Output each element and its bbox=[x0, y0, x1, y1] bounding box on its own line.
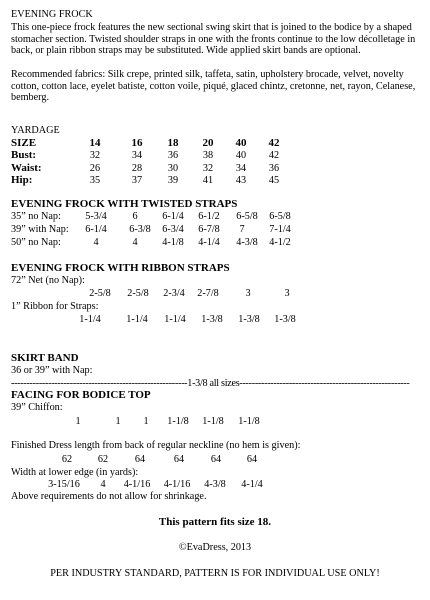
cell: 4 bbox=[93, 237, 99, 248]
cell: 64 bbox=[173, 454, 185, 465]
cell: 7 bbox=[239, 224, 245, 235]
cell: 1 bbox=[143, 416, 149, 427]
cell: 38 bbox=[202, 150, 214, 161]
cell: 4-1/2 bbox=[269, 237, 291, 248]
cell: 6 bbox=[132, 211, 138, 222]
ribbon-label: 1” Ribbon for Straps: bbox=[11, 301, 99, 312]
twisted-straps-heading: EVENING FROCK WITH TWISTED STRAPS bbox=[11, 198, 238, 210]
cell: 4-3/8 bbox=[204, 479, 226, 490]
cell: 2-3/4 bbox=[163, 288, 185, 299]
shrinkage-note: Above requirements do not allow for shrinkage. bbox=[11, 491, 207, 502]
cell: 64 bbox=[134, 454, 146, 465]
cell: 40 bbox=[235, 137, 247, 149]
cell: 1-3/8 bbox=[274, 314, 296, 325]
cell: 6-1/2 bbox=[198, 211, 220, 222]
copyright: ©EvaDress, 2013 bbox=[178, 542, 252, 553]
cell: 4-1/8 bbox=[162, 237, 184, 248]
cell: 1-1/4 bbox=[164, 314, 186, 325]
cell: 36 bbox=[167, 150, 179, 161]
cell: 4 bbox=[132, 237, 138, 248]
cell: 6-7/8 bbox=[198, 224, 220, 235]
cell: 26 bbox=[89, 163, 101, 174]
cell: 4-1/4 bbox=[198, 237, 220, 248]
facing-heading: FACING FOR BODICE TOP bbox=[11, 389, 151, 401]
cell: 1-3/8 bbox=[238, 314, 260, 325]
cell: 2-7/8 bbox=[197, 288, 219, 299]
cell: 36 bbox=[268, 163, 280, 174]
cell: 32 bbox=[89, 150, 101, 161]
cell: 3 bbox=[284, 288, 290, 299]
ribbon-straps-heading: EVENING FROCK WITH RIBBON STRAPS bbox=[11, 262, 230, 274]
skirt-band-heading: SKIRT BAND bbox=[11, 352, 79, 364]
cell: 5-3/4 bbox=[85, 211, 107, 222]
cell: 64 bbox=[210, 454, 222, 465]
cell: 43 bbox=[235, 175, 247, 186]
cell: 34 bbox=[131, 150, 143, 161]
cell: 20 bbox=[202, 137, 214, 149]
finished-length-label: Finished Dress length from back of regular neckline (no hem is given): bbox=[11, 440, 301, 451]
cell: 1-1/8 bbox=[202, 416, 224, 427]
cell: 30 bbox=[167, 163, 179, 174]
cell: 6-3/8 bbox=[129, 224, 151, 235]
cell: 42 bbox=[268, 150, 280, 161]
cell: 18 bbox=[167, 137, 179, 149]
yardage-heading: YARDAGE bbox=[11, 125, 60, 136]
cell: 1-1/8 bbox=[167, 416, 189, 427]
cell: 1 bbox=[75, 416, 81, 427]
cell: 6-1/4 bbox=[85, 224, 107, 235]
cell: 1-1/4 bbox=[79, 314, 101, 325]
cell: 64 bbox=[246, 454, 258, 465]
cell: 37 bbox=[131, 175, 143, 186]
cell: 2-5/8 bbox=[89, 288, 111, 299]
cell: 6-5/8 bbox=[269, 211, 291, 222]
cell: 1-3/8 bbox=[201, 314, 223, 325]
cell: 35 bbox=[89, 175, 101, 186]
cell: 62 bbox=[61, 454, 73, 465]
cell: 2-5/8 bbox=[127, 288, 149, 299]
cell: 1-1/8 bbox=[238, 416, 260, 427]
cell: 4-1/4 bbox=[241, 479, 263, 490]
cell: 6-3/4 bbox=[162, 224, 184, 235]
cell: 3-15/16 bbox=[48, 479, 80, 490]
row-label: Hip: bbox=[11, 174, 33, 186]
cell: 42 bbox=[268, 137, 280, 149]
row-label: SIZE bbox=[11, 137, 37, 149]
usage-notice: PER INDUSTRY STANDARD, PATTERN IS FOR INDIVIDUAL USE ONLY! bbox=[50, 568, 380, 579]
net-label: 72” Net (no Nap): bbox=[11, 275, 85, 286]
cell: 4 bbox=[100, 479, 106, 490]
row-label: Bust: bbox=[11, 149, 37, 161]
cell: 40 bbox=[235, 150, 247, 161]
cell: 7-1/4 bbox=[269, 224, 291, 235]
cell: 6-1/4 bbox=[162, 211, 184, 222]
cell: 62 bbox=[97, 454, 109, 465]
document-title: EVENING FROCK bbox=[11, 9, 93, 20]
row-label: 39” with Nap: bbox=[11, 224, 69, 235]
skirt-band-all-sizes: ---------------------------------------------------------1-3/8 all sizes------------------------------------------------------- bbox=[11, 378, 410, 389]
cell: 4-1/16 bbox=[163, 479, 191, 490]
cell: 41 bbox=[202, 175, 214, 186]
cell: 3 bbox=[245, 288, 251, 299]
cell: 16 bbox=[131, 137, 143, 149]
cell: 4-1/16 bbox=[123, 479, 151, 490]
row-label: Waist: bbox=[11, 162, 42, 174]
cell: 32 bbox=[202, 163, 214, 174]
cell: 1-1/4 bbox=[126, 314, 148, 325]
row-label: 50” no Nap: bbox=[11, 237, 61, 248]
cell: 45 bbox=[268, 175, 280, 186]
width-label: Width at lower edge (in yards): bbox=[11, 467, 139, 478]
skirt-band-label: 36 or 39” with Nap: bbox=[11, 365, 93, 376]
fabrics-paragraph: Recommended fabrics: Silk crepe, printed silk, taffeta, satin, upholstery brocade, velvet, novelty cotton, cotton lace, eyelet batiste, cotton voile, piqué, glaced chintz, cretonne, net, rayon, Celanese, bemberg. bbox=[11, 69, 416, 104]
description-paragraph: This one-piece frock features the new sectional swing skirt that is joined to the bodice by a shaped stomacher section. Twisted shoulder straps in one with the fronts continue to the low décolletage in back, or plain ribbon straps may be substituted. Wide applied skirt bands are optional. bbox=[11, 22, 416, 57]
cell: 34 bbox=[235, 163, 247, 174]
cell: 28 bbox=[131, 163, 143, 174]
cell: 39 bbox=[167, 175, 179, 186]
row-label: 35” no Nap: bbox=[11, 211, 61, 222]
cell: 6-5/8 bbox=[236, 211, 258, 222]
pattern-size-note: This pattern fits size 18. bbox=[158, 516, 272, 528]
cell: 14 bbox=[89, 137, 101, 149]
facing-label: 39” Chiffon: bbox=[11, 402, 63, 413]
cell: 1 bbox=[115, 416, 121, 427]
cell: 4-3/8 bbox=[236, 237, 258, 248]
